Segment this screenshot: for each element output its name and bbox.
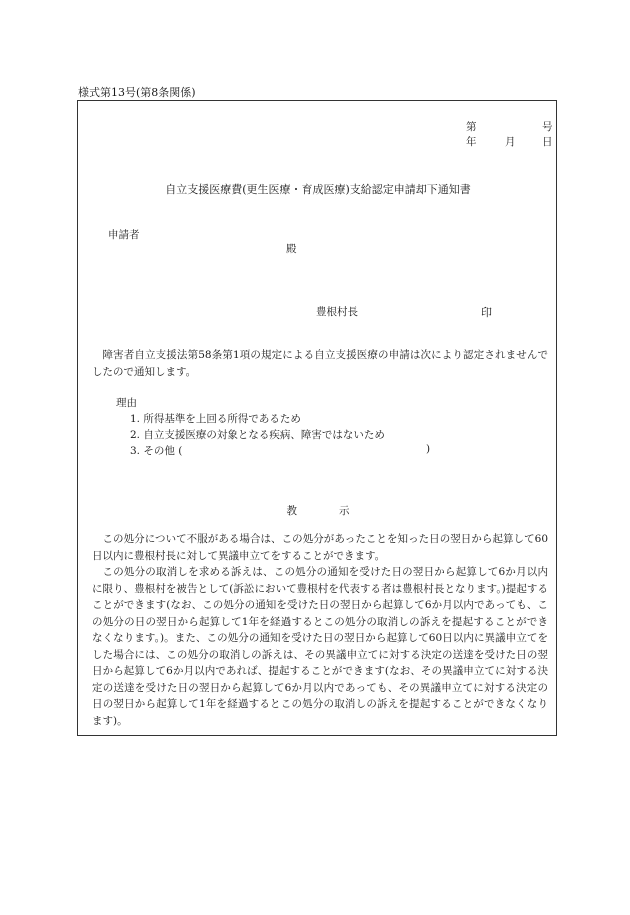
reason-item-3: 3. その他 ( xyxy=(130,445,183,457)
reason-item-2: 2. 自立支援医療の対象となる疾病、障害ではないため xyxy=(130,429,385,441)
date-year: 年 xyxy=(466,136,477,148)
number-suffix: 号 xyxy=(542,121,553,133)
reason-item-1: 1. 所得基準を上回る所得であるため xyxy=(130,413,301,425)
reasons-heading: 理由 xyxy=(116,397,137,409)
notice-form xyxy=(77,100,557,736)
seal-mark: 印 xyxy=(481,306,492,319)
notice-heading: 教 示 xyxy=(286,505,350,517)
document-title: 自立支援医療費(更生医療・育成医療)支給認定申請却下通知書 xyxy=(165,183,471,196)
number-prefix: 第 xyxy=(466,121,477,133)
reason-item-3-close: ) xyxy=(426,443,431,455)
notice-paragraph-1: この処分について不服がある場合は、この処分があったことを知った日の翌日から起算して60日以内に豊根村長に対して異議申立てをすることができます。 xyxy=(92,533,548,562)
applicant-label: 申請者 xyxy=(108,229,140,241)
notice-paragraph-2: この処分の取消しを求める訴えは、この処分の通知を受けた日の翌日から起算して6か月以内に限り、豊根村を被告として(訴訟において豊根村を代表する者は豊根村長となります。)提起することができます(なお、この処分の通知を受けた日の翌日から起算して6か月以内であっても、この処分の日の翌日から起算して1年を経過するとこの処分の取消しの訴えを提起することができなくなります。)。また、この処分の通知を受けた日の翌日から起算して60日以内に異議申立てをした場合には、この処分の取消しの訴えは、その異議申立てに対する決定の送達を受けた日の翌日から起算して6か月以内であれば、提起することができます(なお、その異議申立てに対する決定の送達を受けた日の翌日から起算して6か月以内であっても、その異議申立てに対する決定の日の翌日から起算して1年を経過するとこの処分の取消しの訴えを提起することができなくなります)。 xyxy=(92,566,548,727)
form-number: 様式第13号(第8条関係) xyxy=(78,86,196,99)
issuer-name: 豊根村長 xyxy=(316,306,358,318)
applicant-honorific: 殿 xyxy=(286,243,297,255)
date-month: 月 xyxy=(505,136,516,148)
date-day: 日 xyxy=(542,136,553,148)
notice-body: 障害者自立支援法第58条第1項の規定による自立支援医療の申請は次により認定されませんでしたので通知します。 xyxy=(92,349,548,378)
